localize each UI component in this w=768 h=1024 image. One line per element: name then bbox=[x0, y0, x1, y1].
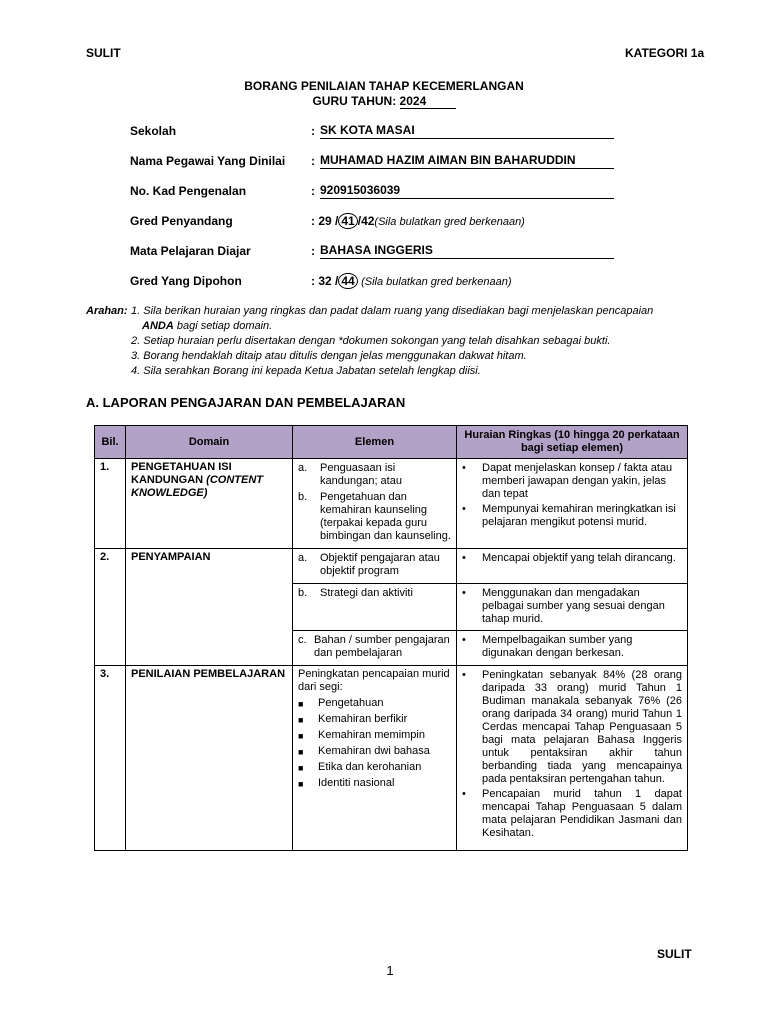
list-item bbox=[462, 788, 682, 840]
elemen-cell bbox=[293, 584, 457, 631]
instruction-3: 3. Borang hendaklah ditaip atau ditulis dengan jelas menggunakan dakwat hitam. bbox=[131, 350, 527, 362]
elemen-text: Pengetahuan bbox=[318, 697, 384, 709]
elemen-text: Objektif pengajaran atau objektif program bbox=[320, 552, 440, 577]
huraian-text: Peningkatan sebanyak 84% (28 orang daripada 33 orang) murid Tahun 1 Budiman manakala sebanyak 76% (26 orang daripada 34 orang) murid Tahun 1 Cerdas mencapai Tahap Penguasaan 5 bagi mata pelajaran Bahasa Inggeris untuk pentaksiran akhir tahun berbanding tiada yang mencapainya pada pentaksiran pertengahan tahun. bbox=[482, 669, 682, 785]
huraian-text: Menggunakan dan mengadakan pelbagai sumber yang sesuai dengan tahap murid. bbox=[482, 587, 665, 625]
instruction-1-anda: ANDA bbox=[142, 320, 174, 332]
list-item bbox=[298, 745, 451, 759]
domain-cell bbox=[126, 459, 293, 549]
year-value: 2024 bbox=[400, 95, 456, 109]
list-item bbox=[298, 491, 451, 543]
colon: : bbox=[311, 154, 315, 168]
elemen-cell bbox=[293, 666, 457, 851]
gred-option-29: 29 bbox=[318, 214, 332, 228]
list-marker: b. bbox=[298, 587, 308, 599]
value-nama: MUHAMAD HAZIM AIMAN BIN BAHARUDDIN bbox=[320, 153, 614, 169]
form-subtitle bbox=[0, 94, 768, 109]
label-mata-pelajaran: Mata Pelajaran Diajar bbox=[130, 244, 251, 258]
huraian-cell bbox=[457, 584, 688, 631]
gred-penyandang-options: : 29 / 41 /42(Sila bulatkan gred berkenaan) bbox=[311, 214, 525, 228]
huraian-text: Mempunyai kemahiran meringkatkan isi pelajaran mengikut potensi murid. bbox=[482, 503, 676, 528]
category-label: KATEGORI 1a bbox=[625, 46, 705, 60]
list-item bbox=[462, 587, 682, 626]
square-bullet-icon: ■ bbox=[298, 763, 304, 773]
elemen-text: Pengetahuan dan kemahiran kaunseling (terpakai kepada guru bimbingan dan kaunseling. bbox=[320, 491, 451, 542]
square-bullet-icon: ■ bbox=[298, 699, 304, 709]
gred-note: (Sila bulatkan gred berkenaan) bbox=[361, 276, 512, 288]
table-row bbox=[95, 666, 688, 851]
header-bil: Bil. bbox=[95, 426, 126, 459]
bullet-icon: • bbox=[462, 503, 466, 515]
square-bullet-icon: ■ bbox=[298, 747, 304, 757]
elemen-text: Kemahiran dwi bahasa bbox=[318, 745, 430, 757]
list-item bbox=[298, 777, 451, 791]
gred-note: (Sila bulatkan gred berkenaan) bbox=[374, 216, 525, 228]
colon: : bbox=[311, 274, 315, 288]
instruction-2: 2. Setiap huraian perlu disertakan dengan *dokumen sokongan yang telah disahkan sebagai bukti. bbox=[131, 335, 611, 347]
square-bullet-icon: ■ bbox=[298, 731, 304, 741]
label-sekolah: Sekolah bbox=[130, 124, 177, 138]
value-sekolah: SK KOTA MASAI bbox=[320, 123, 614, 139]
instruction-1-cont bbox=[131, 319, 711, 334]
bullet-icon: • bbox=[462, 462, 466, 474]
header-huraian: Huraian Ringkas (10 hingga 20 perkataan bagi setiap elemen) bbox=[457, 426, 688, 459]
elemen-intro: Peningkatan pencapaian murid dari segi: bbox=[298, 668, 450, 693]
label-ic: No. Kad Pengenalan bbox=[130, 184, 247, 198]
list-item bbox=[298, 634, 451, 660]
list-item bbox=[298, 587, 451, 600]
sulit-label-top: SULIT bbox=[86, 46, 121, 60]
label-nama: Nama Pegawai Yang Dinilai bbox=[130, 154, 286, 168]
colon: : bbox=[311, 244, 315, 258]
bullet-icon: • bbox=[462, 552, 466, 564]
huraian-text: Mempelbagaikan sumber yang digunakan dengan berkesan. bbox=[482, 634, 633, 659]
list-item bbox=[298, 713, 451, 727]
colon: : bbox=[311, 184, 315, 198]
row-number: 3. bbox=[95, 666, 126, 851]
square-bullet-icon: ■ bbox=[298, 715, 304, 725]
table-row bbox=[95, 459, 688, 549]
huraian-cell bbox=[457, 549, 688, 584]
elemen-text: Etika dan kerohanian bbox=[318, 761, 422, 773]
elemen-text: Identiti nasional bbox=[318, 777, 395, 789]
list-marker: b. bbox=[298, 491, 308, 503]
sulit-label-bottom: SULIT bbox=[657, 947, 692, 961]
gred-dipohon-options: : 32 / 44 (Sila bulatkan gred berkenaan) bbox=[311, 274, 512, 288]
report-table bbox=[94, 425, 688, 851]
table-header-row bbox=[95, 426, 688, 459]
elemen-cell bbox=[293, 459, 457, 549]
gred-option-41-circled: 41 bbox=[338, 213, 357, 229]
gred-option-44-circled: 44 bbox=[338, 273, 357, 289]
elemen-text: Bahan / sumber pengajaran dan pembelajaran bbox=[314, 634, 450, 659]
elemen-text: Strategi dan aktiviti bbox=[320, 587, 413, 599]
list-item bbox=[462, 669, 682, 786]
header-elemen: Elemen bbox=[293, 426, 457, 459]
row-number: 1. bbox=[95, 459, 126, 549]
label-gred-dipohon: Gred Yang Dipohon bbox=[130, 274, 242, 288]
huraian-cell bbox=[457, 631, 688, 666]
list-marker: c. bbox=[298, 634, 307, 646]
huraian-cell bbox=[457, 666, 688, 851]
bullet-icon: • bbox=[462, 669, 466, 681]
list-item bbox=[298, 552, 451, 578]
table-row bbox=[95, 549, 688, 584]
huraian-text: Pencapaian murid tahun 1 dapat mencapai Tahap Penguasaan 5 dalam mata pelajaran Pendidikan Jasmani dan Kesihatan. bbox=[482, 788, 682, 839]
instruction-4: 4. Sila serahkan Borang ini kepada Ketua Jabatan setelah lengkap diisi. bbox=[131, 365, 481, 377]
list-item bbox=[462, 462, 682, 501]
label-gred-penyandang: Gred Penyandang bbox=[130, 214, 233, 228]
page-number: 1 bbox=[386, 963, 394, 978]
huraian-text: Dapat menjelaskan konsep / fakta atau memberi jawapan dengan yakin, jelas dan tepat bbox=[482, 462, 673, 500]
square-bullet-icon: ■ bbox=[298, 779, 304, 789]
domain-cell: PENILAIAN PEMBELAJARAN bbox=[126, 666, 293, 851]
gred-option-42: /42 bbox=[357, 214, 375, 228]
huraian-text: Mencapai objektif yang telah dirancang. bbox=[482, 552, 676, 564]
list-item bbox=[298, 729, 451, 743]
form-subtitle-prefix: GURU TAHUN: bbox=[312, 94, 400, 108]
domain-cell: PENYAMPAIAN bbox=[126, 549, 293, 666]
domain-text: PENGETAHUAN ISI KANDUNGAN bbox=[131, 461, 232, 486]
list-item bbox=[462, 552, 682, 565]
elemen-text: Kemahiran berfikir bbox=[318, 713, 408, 725]
bullet-icon: • bbox=[462, 587, 466, 599]
instructions-label: Arahan: bbox=[86, 305, 128, 317]
huraian-cell bbox=[457, 459, 688, 549]
list-marker: a. bbox=[298, 552, 308, 564]
list-marker: a. bbox=[298, 462, 308, 474]
colon: : bbox=[311, 124, 315, 138]
value-ic: 920915036039 bbox=[320, 183, 614, 199]
colon: : bbox=[311, 214, 315, 228]
list-item bbox=[298, 697, 451, 711]
instruction-1-rest: bagi setiap domain. bbox=[173, 320, 273, 332]
elemen-text: Penguasaan isi kandungan; atau bbox=[320, 462, 402, 487]
list-item bbox=[462, 503, 682, 529]
form-title: BORANG PENILAIAN TAHAP KECEMERLANGAN bbox=[244, 79, 524, 93]
list-item bbox=[298, 462, 451, 488]
elemen-cell bbox=[293, 549, 457, 584]
elemen-text: Kemahiran memimpin bbox=[318, 729, 425, 741]
value-mata-pelajaran: BAHASA INGGERIS bbox=[320, 243, 614, 259]
bullet-icon: • bbox=[462, 634, 466, 646]
row-number: 2. bbox=[95, 549, 126, 666]
section-title: A. LAPORAN PENGAJARAN DAN PEMBELAJARAN bbox=[86, 395, 406, 410]
list-item bbox=[462, 634, 682, 660]
instruction-1: 1. Sila berikan huraian yang ringkas dan padat dalam ruang yang disediakan bagi menjelaskan pencapaian bbox=[131, 305, 654, 317]
bullet-icon: • bbox=[462, 788, 466, 800]
elemen-cell bbox=[293, 631, 457, 666]
domain-text-italic: (CONTENT KNOWLEDGE) bbox=[131, 474, 263, 499]
gred-option-32: 32 bbox=[318, 274, 332, 288]
header-domain: Domain bbox=[126, 426, 293, 459]
list-item bbox=[298, 761, 451, 775]
